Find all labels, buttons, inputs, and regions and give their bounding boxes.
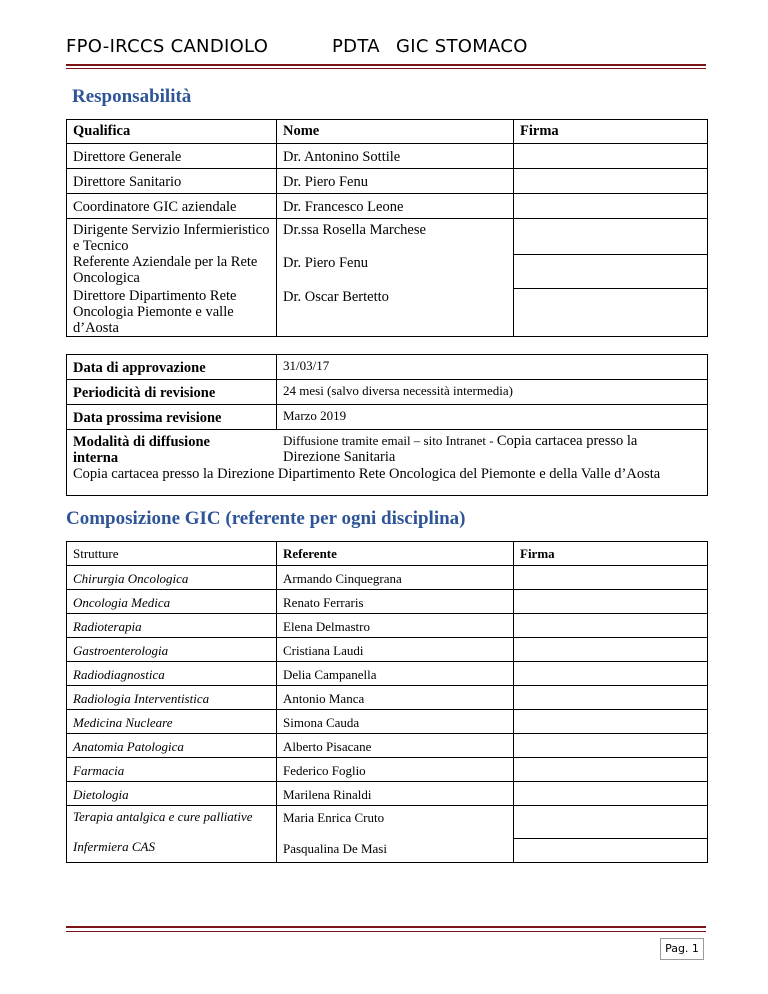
firma-cell: [514, 686, 708, 710]
struttura-cell: Radioterapia: [67, 614, 277, 638]
firma-cell: [514, 614, 708, 638]
qualifica-cell: Direttore Sanitario: [67, 169, 277, 194]
referente-cell: Marilena Rinaldi: [277, 782, 514, 806]
table-row: [67, 430, 708, 496]
table-header-row: [67, 120, 708, 144]
firma-cell: [514, 566, 708, 590]
firma-cell: [514, 144, 708, 169]
firma-cell: [514, 758, 708, 782]
diffusion-extra: Copia cartacea presso la Direzione Dipartimento Rete Oncologica del Piemonte e della Valle d’Aosta: [73, 466, 661, 482]
column-header-referente: Referente: [277, 542, 514, 566]
column-header-firma: Firma: [514, 120, 708, 144]
revision-period-label: Periodicità di revisione: [67, 380, 277, 405]
table-row: [67, 566, 708, 590]
nome-cell: Dr. Piero Fenu: [277, 254, 514, 288]
column-header-nome: Nome: [277, 120, 514, 144]
header-rule-thin: [66, 68, 706, 69]
qualifica-cell: Referente Aziendale per la Rete Oncologica: [67, 254, 277, 288]
nome-cell: Dr. Antonino Sottile: [277, 144, 514, 169]
table-row: [67, 782, 708, 806]
firma-cell: [514, 662, 708, 686]
header-gic-name: GIC STOMACO: [396, 36, 528, 57]
composizione-table: [66, 541, 708, 863]
table-row: [67, 405, 708, 430]
column-header-qualifica: Qualifica: [67, 120, 277, 144]
struttura-cell: Terapia antalgica e cure palliative: [67, 806, 277, 839]
referente-cell: Federico Foglio: [277, 758, 514, 782]
approval-date-value: 31/03/17: [277, 355, 708, 380]
composizione-heading: Composizione GIC (referente per ogni disciplina): [66, 508, 466, 529]
column-header-strutture: Strutture: [67, 542, 277, 566]
page-number: Pag. 1: [660, 938, 704, 960]
responsabilita-heading: Responsabilità: [72, 86, 192, 107]
referente-cell: Armando Cinquegrana: [277, 566, 514, 590]
table-row: [67, 662, 708, 686]
column-header-firma: Firma: [514, 542, 708, 566]
table-row: [67, 590, 708, 614]
diffusion-value: Diffusione tramite email – sito Intranet -: [283, 433, 497, 448]
firma-cell: [514, 590, 708, 614]
table-row: [67, 144, 708, 169]
firma-cell: [514, 169, 708, 194]
nome-cell: Dr. Piero Fenu: [277, 169, 514, 194]
referente-cell: Elena Delmastro: [277, 614, 514, 638]
revision-period-value: 24 mesi (salvo diversa necessità intermedia): [277, 380, 708, 405]
struttura-cell: Anatomia Patologica: [67, 734, 277, 758]
firma-cell: [514, 219, 708, 255]
header-institution: FPO-IRCCS CANDIOLO: [66, 36, 269, 57]
struttura-cell: Infermiera CAS: [67, 839, 277, 863]
referente-cell: Simona Cauda: [277, 710, 514, 734]
page-header: [66, 36, 706, 62]
next-revision-label: Data prossima revisione: [67, 405, 277, 430]
next-revision-value: Marzo 2019: [277, 405, 708, 430]
nome-cell: Dr. Francesco Leone: [277, 194, 514, 219]
table-header-row: [67, 542, 708, 566]
table-row: [67, 614, 708, 638]
struttura-cell: Gastroenterologia: [67, 638, 277, 662]
struttura-cell: Oncologia Medica: [67, 590, 277, 614]
firma-cell: [514, 194, 708, 219]
table-row: [67, 734, 708, 758]
firma-cell: [514, 288, 708, 337]
nome-cell: Dr. Oscar Bertetto: [277, 288, 514, 337]
qualifica-cell: Direttore Dipartimento Rete Oncologia Piemonte e valle d’Aosta: [67, 288, 277, 337]
diffusion-value-paper: Copia cartacea presso la: [496, 433, 638, 449]
table-row: [67, 380, 708, 405]
referente-cell: Alberto Pisacane: [277, 734, 514, 758]
struttura-cell: Dietologia: [67, 782, 277, 806]
footer-rule-thin: [66, 931, 706, 932]
firma-cell: [514, 806, 708, 839]
table-row: [67, 839, 708, 863]
responsabilita-table: [66, 119, 708, 337]
table-row: [67, 169, 708, 194]
diffusion-label: Modalità di diffusione: [73, 434, 210, 450]
table-row: [67, 355, 708, 380]
firma-cell: [514, 839, 708, 863]
table-row: [67, 758, 708, 782]
table-row: [67, 194, 708, 219]
diffusion-label-line2: interna: [73, 450, 119, 466]
firma-cell: [514, 638, 708, 662]
struttura-cell: Radiologia Interventistica: [67, 686, 277, 710]
qualifica-cell: Direttore Generale: [67, 144, 277, 169]
referente-cell: Maria Enrica Cruto: [277, 806, 514, 839]
firma-cell: [514, 710, 708, 734]
referente-cell: Renato Ferraris: [277, 590, 514, 614]
referente-cell: Delia Campanella: [277, 662, 514, 686]
approvazione-table: [66, 354, 708, 496]
firma-cell: [514, 254, 708, 288]
table-row: [67, 219, 708, 255]
referente-cell: Antonio Manca: [277, 686, 514, 710]
header-rule: [66, 64, 706, 66]
diffusion-value-line2: Direzione Sanitaria: [283, 449, 396, 465]
table-row: [67, 686, 708, 710]
table-row: [67, 710, 708, 734]
struttura-cell: Radiodiagnostica: [67, 662, 277, 686]
qualifica-cell: Dirigente Servizio Infermieristico e Tecnico: [67, 219, 277, 255]
approval-date-label: Data di approvazione: [67, 355, 277, 380]
header-document-type: PDTA: [332, 36, 380, 57]
struttura-cell: Medicina Nucleare: [67, 710, 277, 734]
firma-cell: [514, 734, 708, 758]
table-row: [67, 806, 708, 839]
nome-cell: Dr.ssa Rosella Marchese: [277, 219, 514, 255]
referente-cell: Cristiana Laudi: [277, 638, 514, 662]
diffusion-cell: [67, 430, 708, 496]
struttura-cell: Chirurgia Oncologica: [67, 566, 277, 590]
referente-cell: Pasqualina De Masi: [277, 839, 514, 863]
table-row: [67, 288, 708, 337]
struttura-cell: Farmacia: [67, 758, 277, 782]
table-row: [67, 638, 708, 662]
firma-cell: [514, 782, 708, 806]
qualifica-cell: Coordinatore GIC aziendale: [67, 194, 277, 219]
table-row: [67, 254, 708, 288]
footer-rule: [66, 926, 706, 928]
